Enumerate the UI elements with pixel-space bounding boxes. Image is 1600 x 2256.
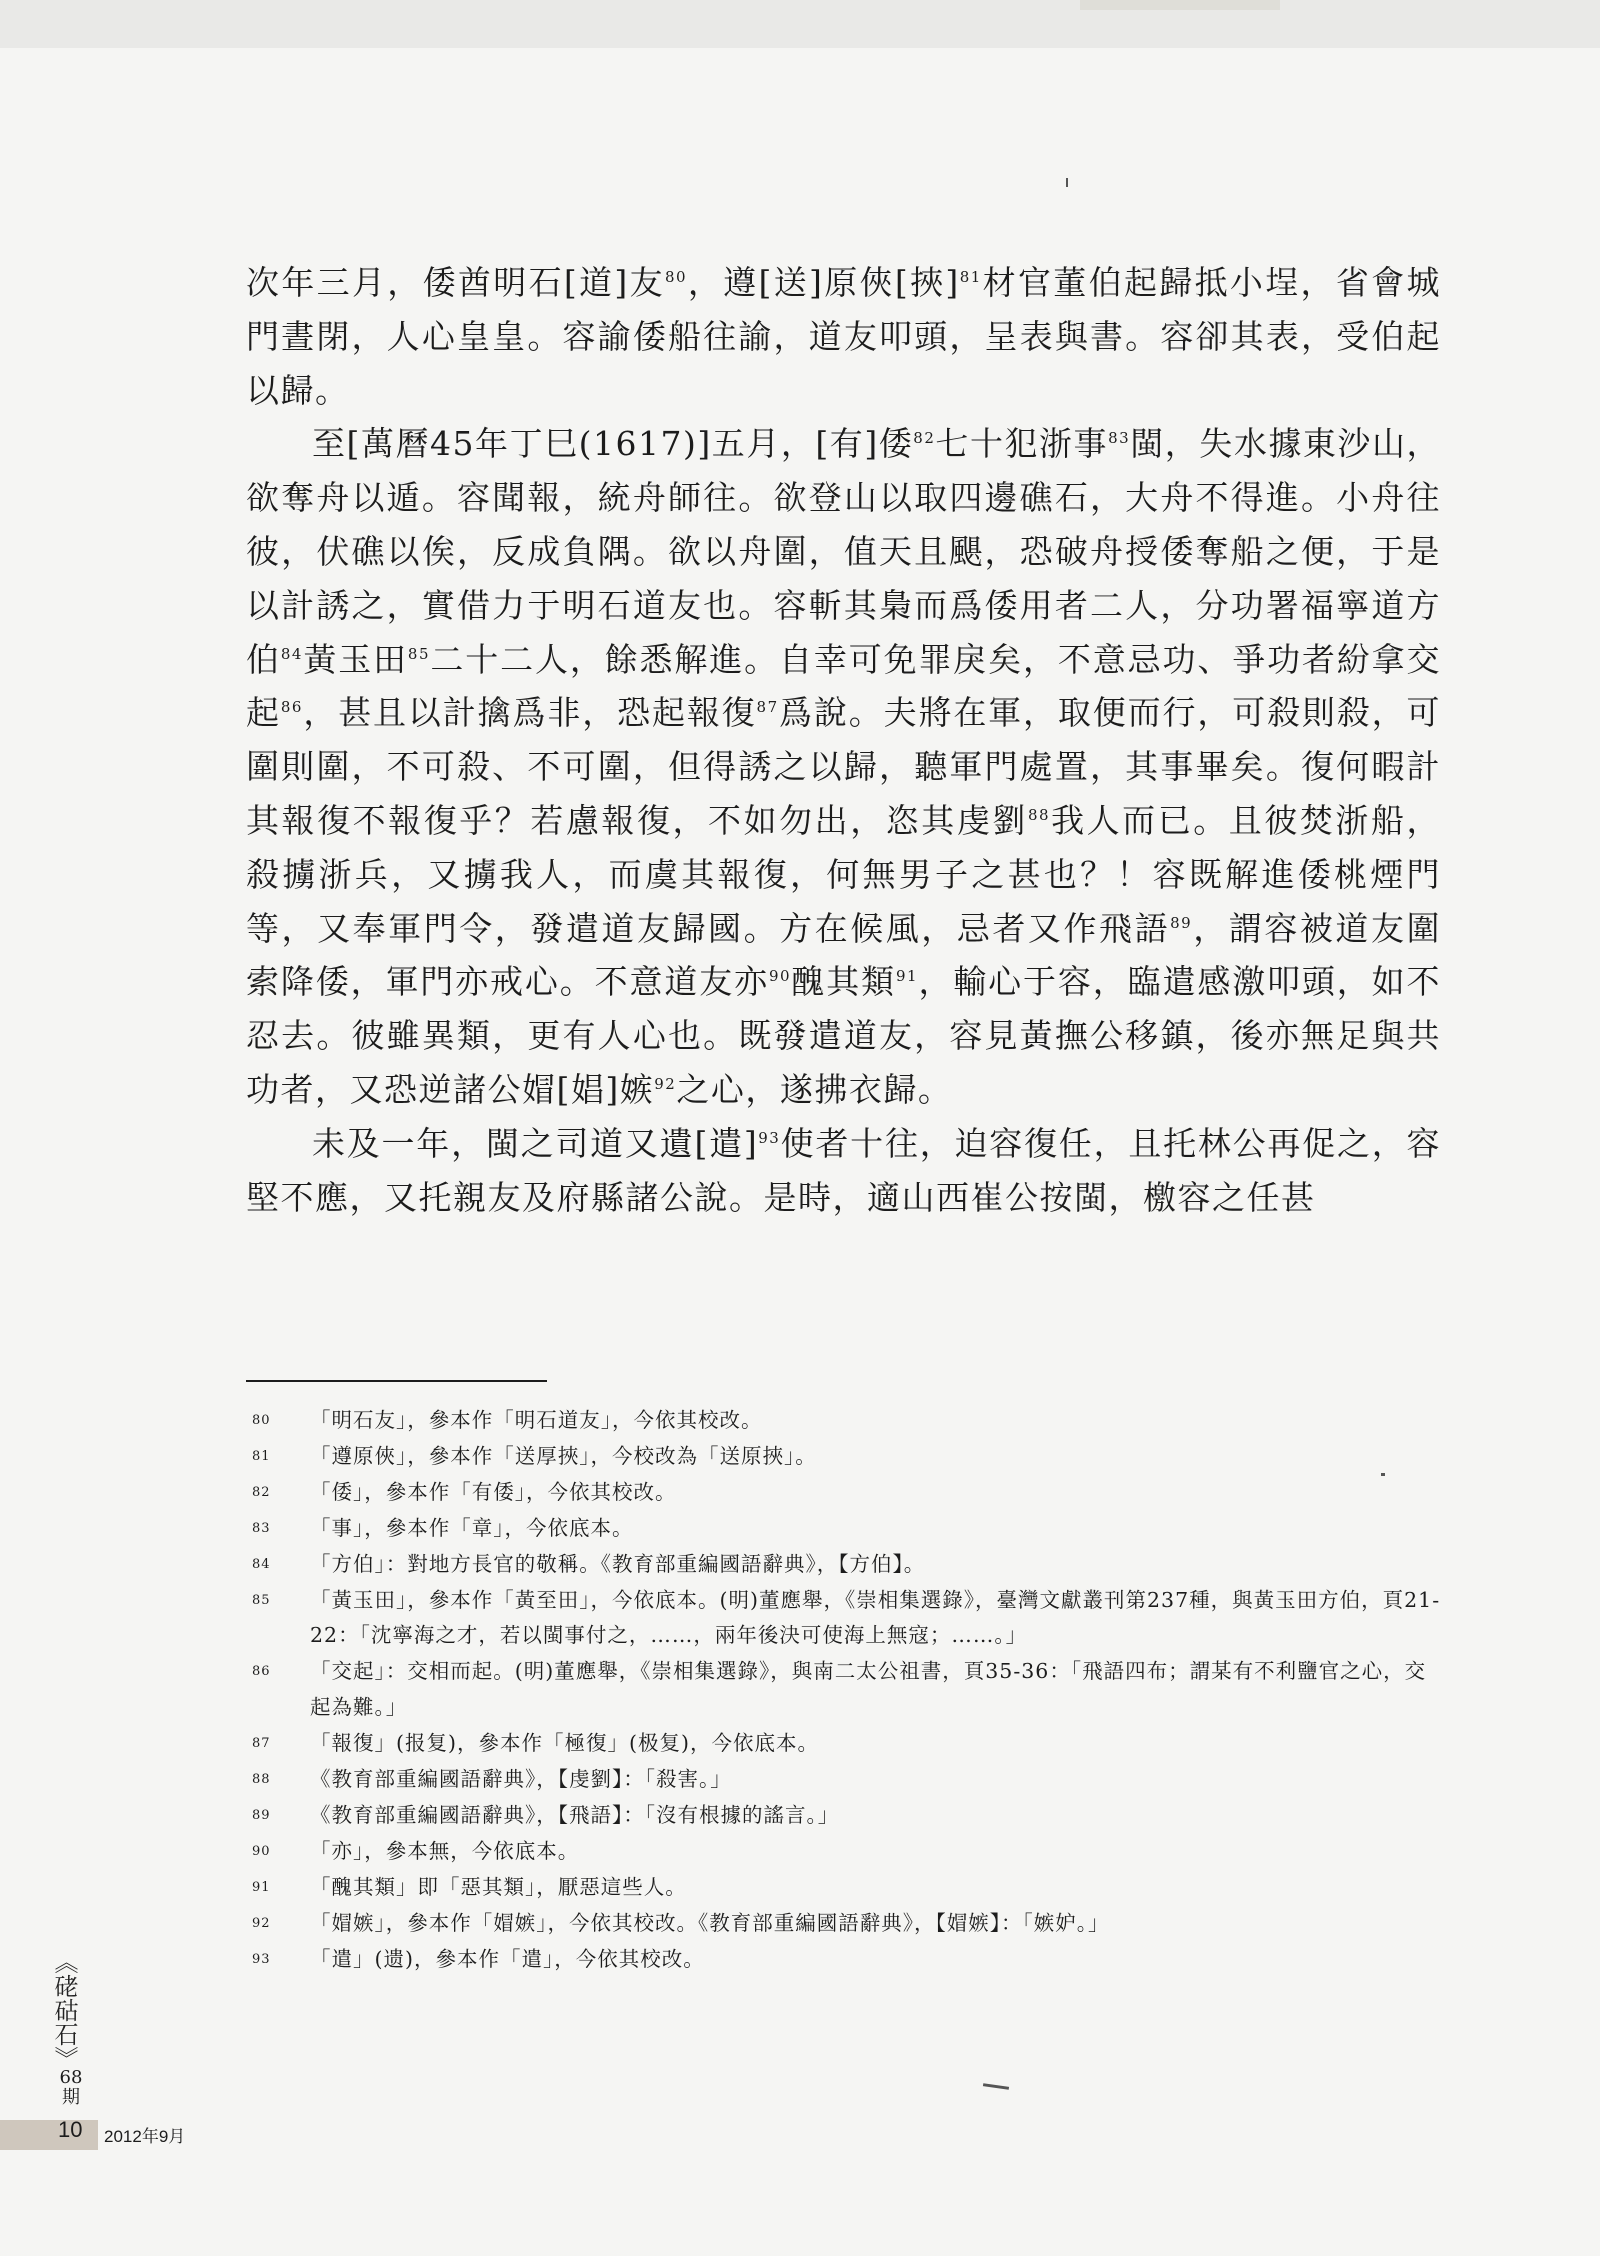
- footnote-84: [246, 1547, 1446, 1583]
- footnote-87: [246, 1726, 1446, 1762]
- footnote-text: 《教育部重編國語辭典》，【虔劉】：「殺害。」: [310, 1767, 732, 1792]
- footnote-text: 「事」，參本作「章」，今依底本。: [310, 1515, 634, 1540]
- footnote-text: 「媢嫉」，參本作「媢嫉」，今依其校改。《教育部重編國語辭典》，【媢嫉】：「嫉妒。」: [310, 1910, 1110, 1935]
- footnote-86: [246, 1654, 1446, 1726]
- footnote-number: 89: [252, 1807, 271, 1823]
- footnote-text: 「報復」(报复)，參本作「極復」(极复)，今依底本。: [310, 1731, 819, 1756]
- page-number-band: [0, 2120, 98, 2150]
- footnote-number: 80: [252, 1413, 271, 1428]
- footnote-90: [246, 1834, 1446, 1870]
- footnote-number: 87: [252, 1736, 271, 1752]
- journal-title: 《硓𥑮石》: [50, 1950, 78, 2070]
- paragraph-2: 至[萬曆45年丁巳(1617)]五月，[有]倭$^{82}$七十犯浙事$^{83}$閩，失水據東沙山，欲奪舟以遁。容聞報，統舟師往。欲登山以取四邊礁石，大舟不得進。小舟往彼，伏礁以俟，反成負隅。欲以舟圍，值天且颶，恐破舟授倭奪船之便，于是以計誘之，實借力于明石道友也。容斬其梟而爲倭用者二人，分功署福寧道方伯$^{84}$黃玉田$^{85}$二十二人，餘悉解進。自幸可免罪戾矣，不意忌功、爭功者紛拿交起$^{86}$，甚且以計擒爲非，恐起報復$^{87}$爲說。夫將在軍，取便而行，可殺則殺，可圍則圍，不可殺、不可圍，但得誘之以歸，聽軍門處置，其事畢矣。復何暇計其報復不報復乎？若慮報復，不如勿出，恣其虔劉$^{88}$我人而已。且彼焚浙船，殺擄浙兵，又擄我人，而虞其報復，何無男子之甚也？！容既解進倭桃煙門等，又奉軍門令，發遣道友歸國。方在候風，忌者又作飛語$^{89}$，謂容被道友圍索降倭，軍門亦戒心。不意道友亦$^{90}$醜其類$^{91}$，輸心于容，臨遣感激叩頭，如不忍去。彼雖異類，更有人心也。既發遣道友，容見黃撫公移鎮，後亦無足與共功者，又恐逆諸公媢[娼]嫉$^{92}$之心，遂拂衣歸。: [246, 424, 1442, 1109]
- footnote-88: [246, 1762, 1446, 1798]
- footnote-number: 86: [252, 1664, 271, 1680]
- footnote-number: 81: [252, 1448, 271, 1464]
- footnote-divider: [246, 1380, 547, 1382]
- footnote-number: 92: [252, 1915, 271, 1931]
- footnote-85: [246, 1583, 1446, 1655]
- footnote-number: 90: [252, 1843, 271, 1859]
- footnote-number: 93: [252, 1951, 271, 1967]
- footnote-89: [246, 1798, 1446, 1834]
- main-text: [246, 256, 1441, 1224]
- page-number: 10: [58, 2117, 83, 2142]
- issue-date: 2012年9月: [104, 2127, 186, 2146]
- scan-speck: [983, 2083, 1009, 2090]
- scan-top-mark: [1080, 0, 1280, 10]
- footnote-81: [246, 1439, 1446, 1475]
- footnote-text: 「醜其類」即「惡其類」，厭惡這些人。: [310, 1874, 687, 1899]
- paragraph-1: 次年三月，倭酋明石[道]友$^{80}$，遵[送]原俠[挾]$^{81}$材官董伯起歸抵小埕，省會城門晝閉，人心皇皇。容諭倭船往諭，道友叩頭，呈表與書。容卻其表，受伯起以歸。: [246, 263, 1442, 410]
- footnote-92: [246, 1906, 1446, 1942]
- footnote-83: [246, 1511, 1446, 1547]
- scan-speck: [1381, 1473, 1385, 1476]
- scan-speck: [1066, 178, 1068, 187]
- footnote-text: 「黃玉田」，參本作「黃至田」，今依底本。(明)董應舉，《崇相集選錄》，臺灣文獻叢刊第237種，與黃玉田方伯，頁21-22：「沈寧海之才，若以閩事付之，……，兩年後決可使海上無寇；……。」: [310, 1587, 1441, 1648]
- issue-number: 68期: [59, 2067, 83, 2108]
- footnote-text: 「亦」，參本無，今依底本。: [310, 1838, 580, 1863]
- footnote-number: 84: [252, 1556, 271, 1572]
- footnote-text: 「倭」，參本作「有倭」，今依其校改。: [310, 1479, 677, 1504]
- footnote-text: 「遣」(遗)，參本作「遣」，今依其校改。: [310, 1946, 705, 1971]
- footnote-number: 91: [252, 1879, 271, 1895]
- footnote-text: 「明石友」，參本作「明石道友」，今依其校改。: [310, 1408, 763, 1432]
- scan-top-band: [0, 0, 1600, 48]
- footnote-number: 82: [252, 1484, 271, 1500]
- footnote-number: 83: [252, 1520, 271, 1536]
- footnote-text: 「交起」：交相而起。(明)董應舉，《崇相集選錄》，與南二太公祖書，頁35-36：「飛語四布；謂某有不利鹽官之心，交起為難。」: [310, 1659, 1427, 1720]
- footnote-82: [246, 1475, 1446, 1511]
- footnote-number: 88: [252, 1772, 271, 1788]
- footnote-80: [246, 1403, 1446, 1439]
- footnote-91: [246, 1870, 1446, 1906]
- paragraph-3: 未及一年，閩之司道又遺[遣]$^{93}$使者十往，迫容復任，且托林公再促之，容堅不應，又托親友及府縣諸公說。是時，適山西崔公按閩，檄容之任甚: [246, 1123, 1441, 1217]
- footnote-93: [246, 1942, 1446, 1978]
- footnotes: [246, 1403, 1446, 1978]
- footnote-text: 《教育部重編國語辭典》，【飛語】：「沒有根據的謠言。」: [310, 1802, 840, 1827]
- footnote-text: 「方伯」：對地方長官的敬稱。《教育部重編國語辭典》，【方伯】。: [310, 1551, 926, 1576]
- footnote-number: 85: [252, 1592, 271, 1608]
- footnote-text: 「遵原俠」，參本作「送厚挾」，今校改為「送原挾」。: [310, 1443, 817, 1468]
